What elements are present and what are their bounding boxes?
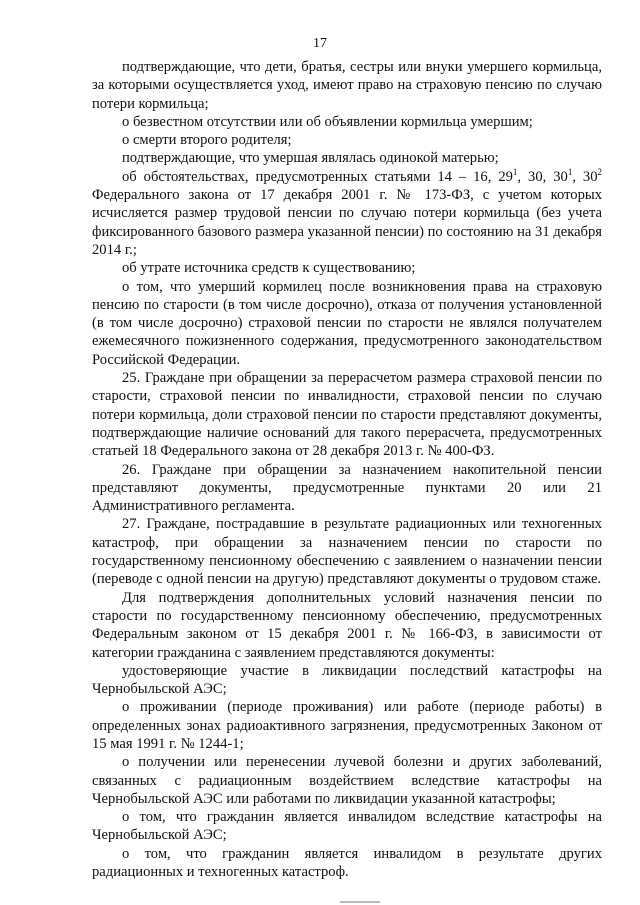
document-body [92,58,602,881]
paragraph: о смерти второго родителя; [122,132,292,149]
paragraph: об утрате источника средств к существованию; [122,260,416,277]
text-fragment: об обстоятельствах, предусмотренных статьями 14 – 16, 29 [122,168,513,185]
paragraph: Для подтверждения дополнительных условий назначения пенсии по старости по государственному пенсионному обеспечению, предусмотренных Федеральным законом от 15 декабря 2001 г. № 166-ФЗ, в зависимости от категории гражданина с заявлением представляются документы: [92,589,602,661]
paragraph: подтверждающие, что дети, братья, сестры или внуки умершего кормильца, за которыми осуществляется уход, имеют право на страховую пенсию по случаю потери кормильца; [92,59,602,112]
paragraph: о том, что гражданин является инвалидом вследствие катастрофы на Чернобыльской АЭС; [92,809,602,844]
paragraph: о том, что гражданин является инвалидом в результате других радиационных и техногенных катастроф. [92,845,602,881]
scan-artifact [340,901,380,903]
paragraph: о проживании (периоде проживания) или работе (периоде работы) в определенных зонах радиоактивного загрязнения, предусмотренных Законом от 15 мая 1991 г. № 1244-1; [92,699,602,752]
paragraph: 26. Граждане при обращении за назначением накопительной пенсии представляют документы, предусмотренные пунктами 20 или 21 Административного регламента. [92,461,602,515]
text-fragment: , 30, 30 [517,168,568,185]
paragraph-with-superscripts [92,168,602,259]
text-fragment: , 30 [572,168,598,185]
paragraph: о получении или перенесении лучевой болезни и других заболеваний, связанных с радиационным воздействием вследствие катастрофы на Чернобыльской АЭС или работами по ликвидации указанной катастрофы; [92,754,602,807]
paragraph: подтверждающие, что умершая являлась одинокой матерью; [122,150,499,167]
paragraph: о безвестном отсутствии или об объявлении кормильца умершим; [122,113,533,130]
superscript: 1 [567,166,573,177]
paragraph: удостоверяющие участие в ликвидации последствий катастрофы на Чернобыльской АЭС; [92,662,602,698]
text-fragment: Федерального закона от 17 декабря 2001 г. № 173-ФЗ, с учетом которых исчисляется размер трудовой пенсии по случаю потери кормильца (без учета фиксированного базового размера указанной пенсии) по состоянию на 31 декабря 2014 г.; [92,187,602,258]
paragraph: 27. Граждане, пострадавшие в результате радиационных или техногенных катастроф, при обращении за назначением пенсии по старости по государственному пенсионному обеспечению с заявлением о назначении пенсии (переводе с одной пенсии на другую) представляют документы о трудовом стаже. [92,516,602,588]
paragraph: о том, что умерший кормилец после возникновения права на страховую пенсию по старости (в том числе досрочно), отказа от получения установленной (в том числе досрочно) страховой пенсии по старости не являлся получателем ежемесячного пожизненного содержания, предусмотренного законодательством Российской Федерации. [92,278,602,368]
superscript: 2 [597,166,603,177]
paragraph: 25. Граждане при обращении за перерасчетом размера страховой пенсии по старости, страховой пенсии по инвалидности, страховой пенсии по случаю потери кормильца, доли страховой пенсии по старости представляют документы, подтверждающие наличие оснований для такого перерасчета, предусмотренных статьей 18 Федерального закона от 28 декабря 2013 г. № 400-ФЗ. [92,370,602,460]
page-number: 17 [313,36,327,51]
superscript: 1 [512,166,518,177]
